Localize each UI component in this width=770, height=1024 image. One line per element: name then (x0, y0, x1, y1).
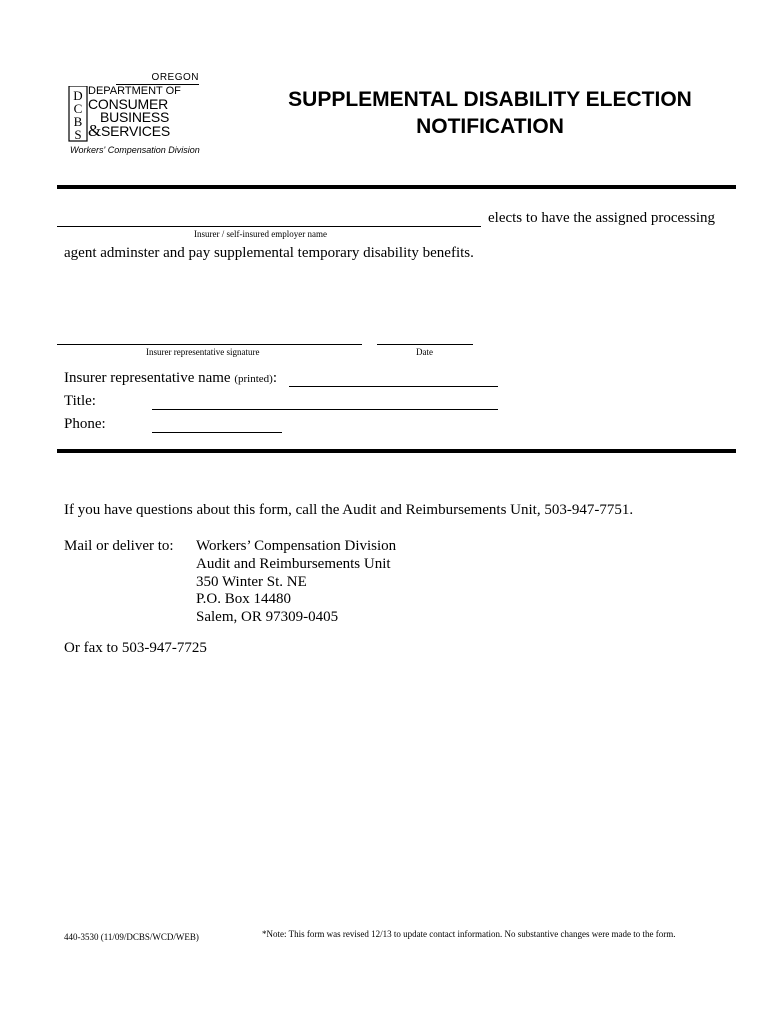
insurer-name-field[interactable] (57, 226, 481, 227)
mail-label: Mail or deliver to: (64, 538, 174, 554)
dcbs-logo (64, 72, 206, 160)
rep-name-label: Insurer representative name (printed): (64, 370, 277, 386)
date-field[interactable] (377, 344, 473, 345)
signature-caption: Insurer representative signature (146, 347, 260, 357)
insurer-name-caption: Insurer / self-insured employer name (194, 229, 327, 239)
bottom-divider (57, 449, 736, 453)
rep-name-field[interactable] (289, 386, 498, 387)
form-number: 440-3530 (11/09/DCBS/WCD/WEB) (64, 932, 199, 942)
svg-text:S: S (74, 127, 82, 142)
logo-department-text: DEPARTMENT OF CONSUMER BUSINESS &SERVICES (88, 85, 181, 140)
top-divider (57, 185, 736, 189)
elects-text: elects to have the assigned processing (488, 210, 716, 226)
fax-text: Or fax to 503-947-7725 (64, 640, 207, 656)
svg-text:C: C (73, 101, 83, 116)
page-title: SUPPLEMENTAL DISABILITY ELECTION NOTIFICATION (288, 88, 692, 138)
revision-note: *Note: This form was revised 12/13 to update contact information. No substantive changes were made to the form. (262, 929, 676, 939)
logo-state: OREGON (151, 72, 199, 83)
signature-field[interactable] (57, 344, 362, 345)
dcbs-monogram-icon (68, 86, 90, 142)
svg-text:B: B (73, 114, 83, 129)
date-caption: Date (416, 347, 433, 357)
logo-division: Workers' Compensation Division (70, 145, 200, 155)
questions-text: If you have questions about this form, call the Audit and Reimbursements Unit, 503-947-7751. (64, 502, 634, 518)
svg-text:D: D (73, 88, 83, 103)
mailing-address: Workers’ Compensation Division Audit and Reimbursements Unit 350 Winter St. NE P.O. Box 14480 Salem, OR 97309-0405 (196, 538, 397, 626)
phone-field[interactable] (152, 432, 282, 433)
agent-text: agent adminster and pay supplemental temporary disability benefits. (64, 245, 474, 261)
title-label: Title: (64, 393, 96, 409)
phone-label: Phone: (64, 416, 106, 432)
title-field[interactable] (152, 409, 498, 410)
